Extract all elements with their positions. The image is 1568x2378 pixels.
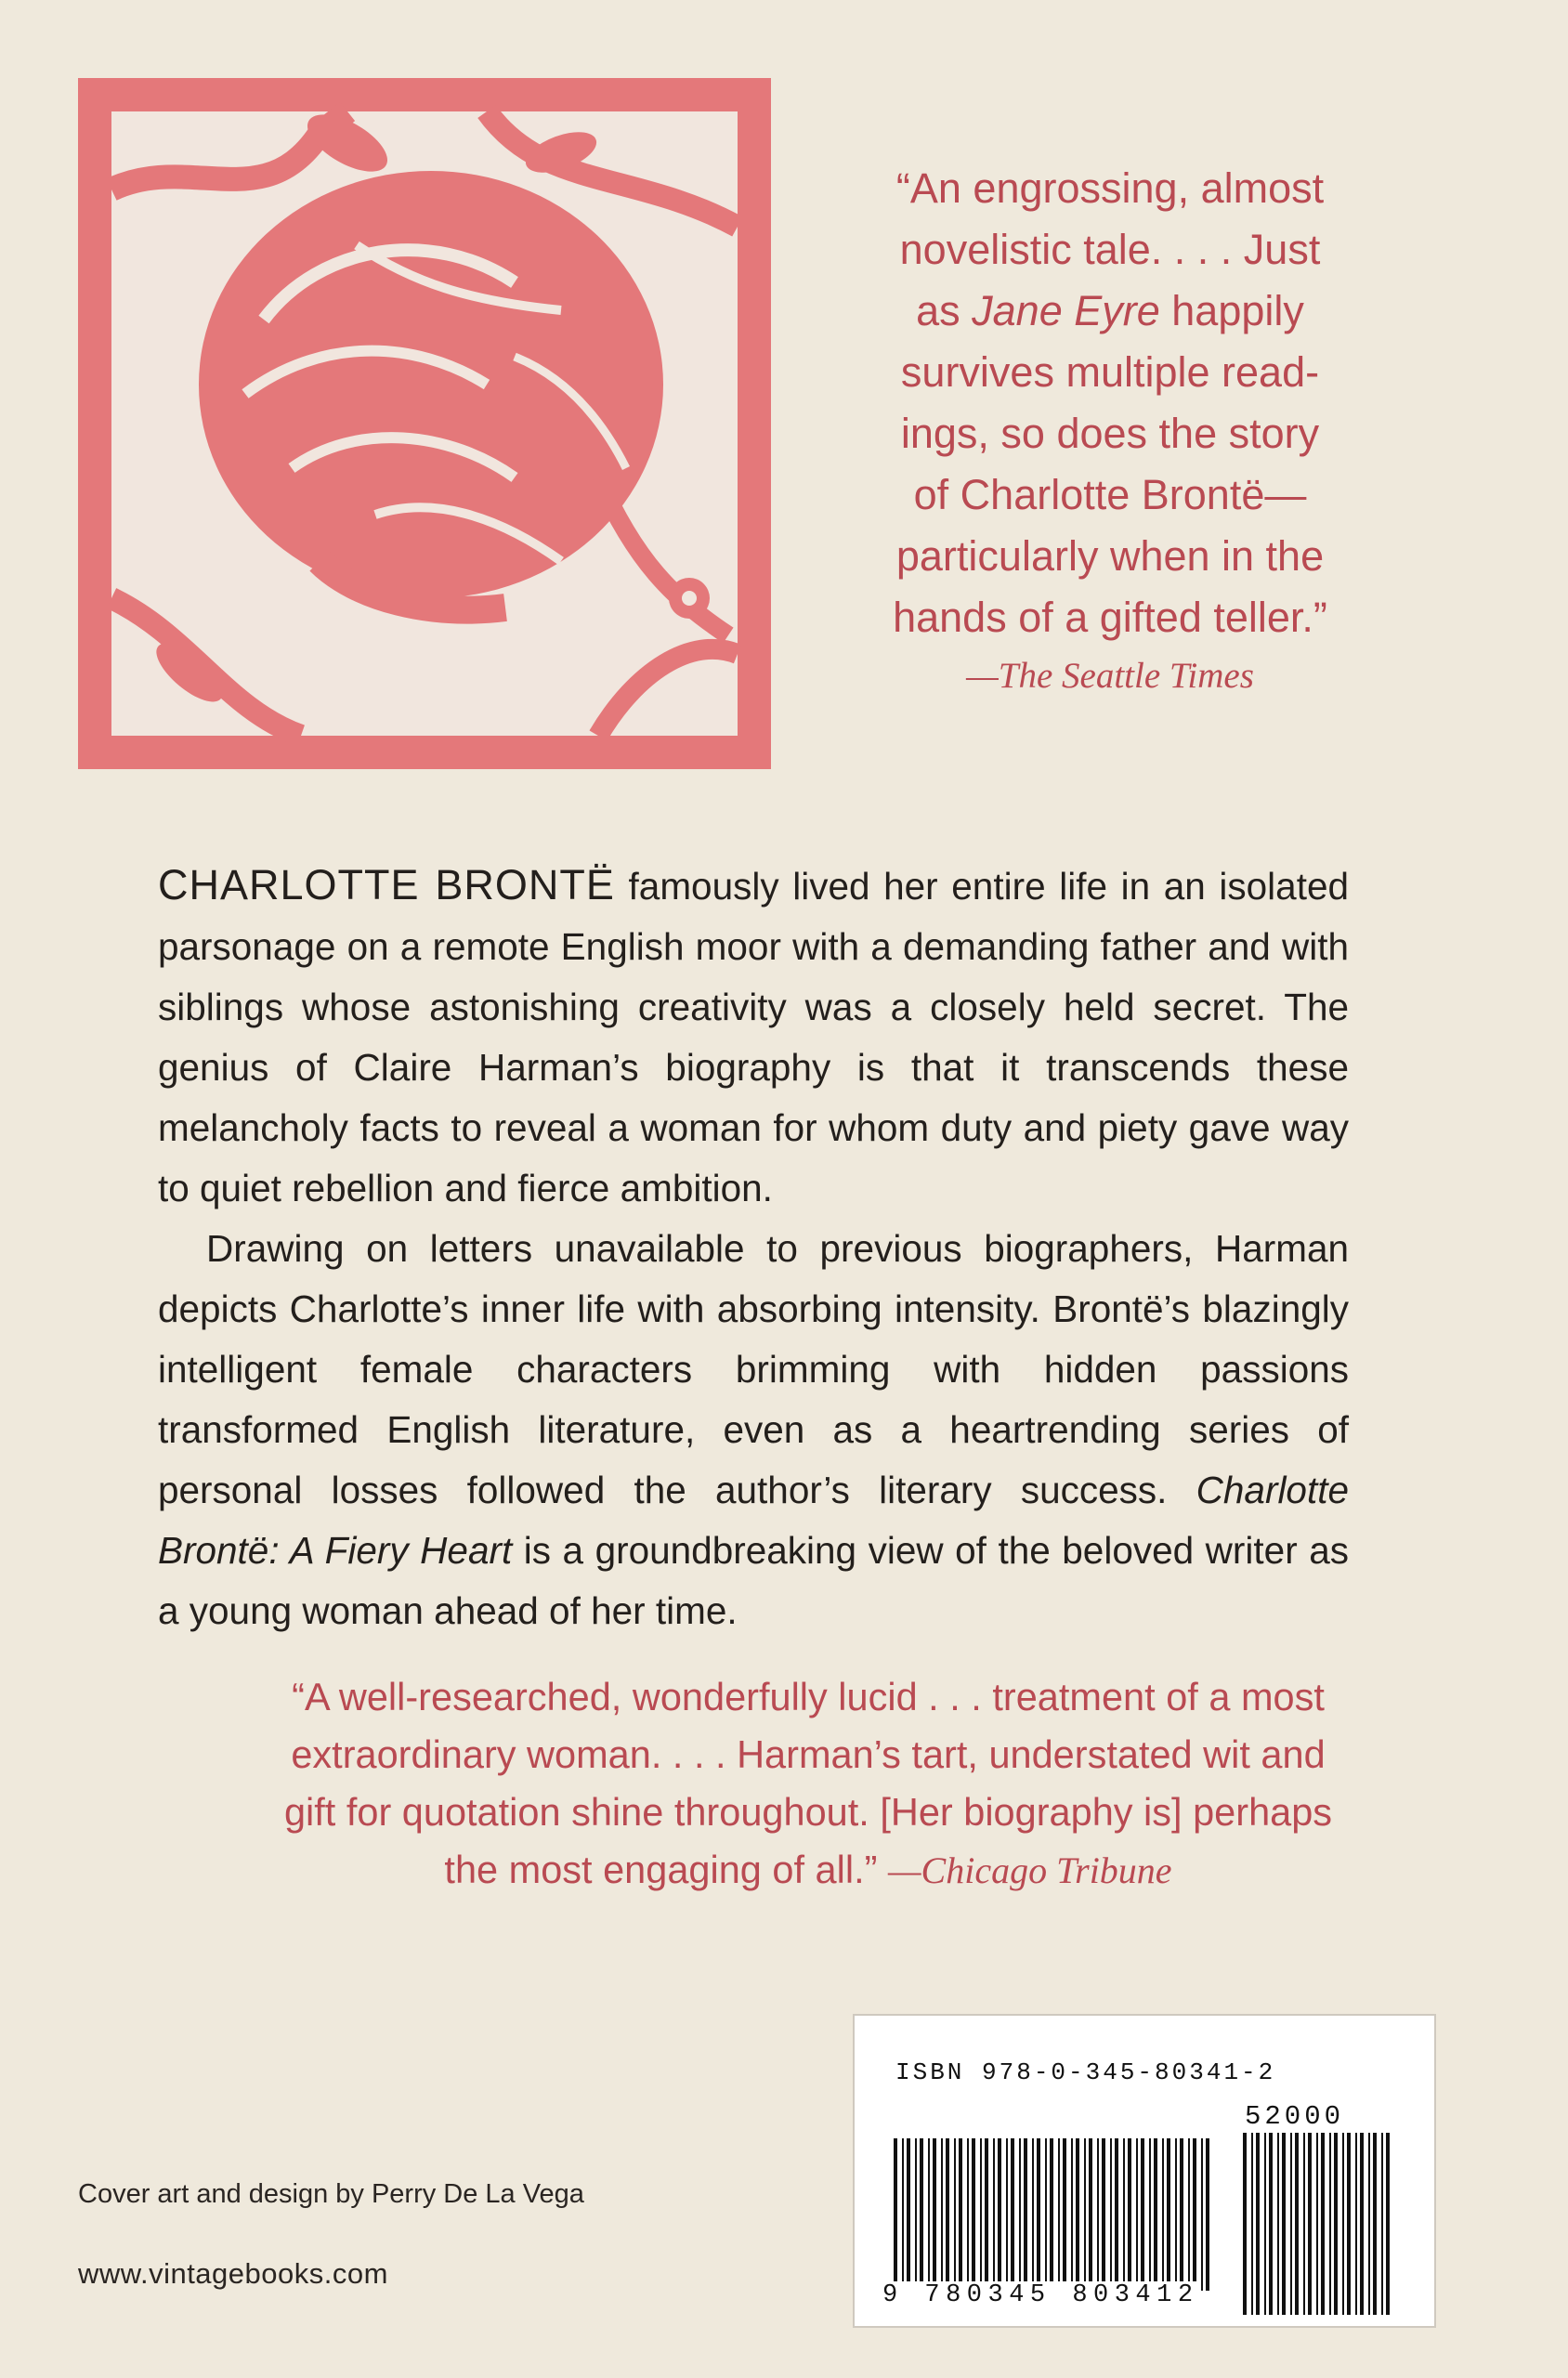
barcode-bar bbox=[1011, 2138, 1014, 2291]
author-name-lead: CHARLOTTE BRONTË bbox=[158, 861, 615, 908]
barcode-bar bbox=[1128, 2138, 1131, 2291]
price-barcode-bars bbox=[1241, 2133, 1397, 2315]
barcode-bar bbox=[1290, 2133, 1292, 2315]
barcode-bar bbox=[998, 2138, 1001, 2291]
review-quote-seattle-times bbox=[822, 158, 1398, 702]
barcode-bar bbox=[946, 2138, 949, 2291]
barcode-bar bbox=[1329, 2133, 1331, 2315]
barcode-bar bbox=[1076, 2138, 1079, 2291]
barcode-bar bbox=[1084, 2138, 1086, 2291]
barcode-bar bbox=[1019, 2138, 1021, 2291]
barcode-bar bbox=[941, 2138, 943, 2291]
quote-line: particularly when in the bbox=[895, 532, 1325, 580]
ean-barcode-bars bbox=[892, 2138, 1217, 2291]
price-code: 52000 bbox=[1245, 2101, 1345, 2132]
quote-attribution: —Chicago Tribune bbox=[887, 1849, 1172, 1891]
barcode-bar bbox=[1360, 2133, 1364, 2315]
barcode-bar bbox=[933, 2138, 936, 2291]
ean-barcode bbox=[892, 2138, 1217, 2291]
quote-line: “An engrossing, almost bbox=[895, 164, 1325, 212]
barcode-bar bbox=[1063, 2138, 1066, 2291]
quote-line: of Charlotte Brontë— bbox=[913, 471, 1307, 518]
quote-line: ings, so does the story bbox=[900, 410, 1320, 457]
quote-line: survives multiple read- bbox=[900, 348, 1320, 396]
barcode-bar bbox=[972, 2138, 975, 2291]
barcode-bar bbox=[1308, 2133, 1312, 2315]
woodcut-rose-illustration bbox=[78, 78, 771, 769]
barcode-bar bbox=[1373, 2133, 1377, 2315]
paragraph-1-text: famously lived her entire life in an isolated parsonage on a remote English moor with a demanding father and with siblings whose astonishing creativity was a closely held secret. The genius of Claire Harman’s biography is that it transcends these melancholy facts to reveal a woman for whom duty and piety gave way to quiet rebellion and fierce ambition. bbox=[158, 865, 1349, 1209]
publisher-website: www.vintagebooks.com bbox=[78, 2257, 388, 2290]
barcode-bar bbox=[894, 2138, 897, 2291]
barcode-bar bbox=[1251, 2133, 1253, 2315]
barcode-bar bbox=[1162, 2138, 1164, 2291]
barcode-bar bbox=[1097, 2138, 1099, 2291]
description-paragraph-2 bbox=[158, 1219, 1349, 1641]
quote-line: “A well-researched, wonderfully lucid . . . treatment of a most bbox=[292, 1675, 1325, 1718]
barcode-bar bbox=[1201, 2138, 1203, 2291]
barcode-bar bbox=[1154, 2138, 1157, 2291]
barcode-bar bbox=[1334, 2133, 1338, 2315]
barcode-bar bbox=[902, 2138, 904, 2291]
barcode-bar bbox=[1342, 2133, 1344, 2315]
quote-line: as Jane Eyre happily bbox=[916, 287, 1304, 334]
barcode-bar bbox=[1180, 2138, 1183, 2291]
barcode-bar bbox=[1058, 2138, 1060, 2291]
barcode-bar bbox=[1256, 2133, 1260, 2315]
barcode-bar bbox=[920, 2138, 923, 2291]
quote-line: extraordinary woman. . . . Harman’s tart, understated wit and bbox=[291, 1732, 1326, 1776]
barcode-bar bbox=[1188, 2138, 1190, 2291]
review-quote-chicago-tribune bbox=[279, 1668, 1338, 1900]
barcode-bar bbox=[980, 2138, 982, 2291]
barcode-bar bbox=[1355, 2133, 1357, 2315]
barcode-bar bbox=[1277, 2133, 1279, 2315]
paragraph-2-start: Drawing on letters unavailable to previous biographers, Harman depicts Charlotte’s inner life with absorbing intensity. Brontë’s blazingly intelligent female characters brimming with hidden passions transformed English literature, even as a heartrending series of personal losses followed the author’s literary success. bbox=[158, 1227, 1349, 1511]
barcode-bar bbox=[1071, 2138, 1073, 2291]
barcode-bar bbox=[1167, 2138, 1170, 2291]
barcode-bar bbox=[1381, 2133, 1383, 2315]
barcode-bar bbox=[954, 2138, 956, 2291]
barcode-bar bbox=[1386, 2133, 1390, 2315]
book-title-italic: Jane Eyre bbox=[972, 287, 1160, 334]
barcode-bar bbox=[1303, 2133, 1305, 2315]
woodcut-svg bbox=[78, 78, 771, 769]
price-barcode bbox=[1241, 2133, 1397, 2315]
quote-line: novelistic tale. . . . Just bbox=[899, 226, 1321, 273]
barcode-bar bbox=[915, 2138, 917, 2291]
barcode-bar bbox=[1006, 2138, 1008, 2291]
quote-line: gift for quotation shine throughout. [Her biography is] perhaps bbox=[283, 1790, 1333, 1834]
barcode-bar bbox=[1264, 2133, 1266, 2315]
description-paragraph-1 bbox=[158, 855, 1349, 1219]
book-title: Charlotte Brontë: A Fiery Heart bbox=[158, 1469, 1349, 1572]
barcode-bar bbox=[907, 2138, 910, 2291]
barcode-bar bbox=[1032, 2138, 1034, 2291]
barcode-bar bbox=[1175, 2138, 1177, 2291]
barcode-bar bbox=[1045, 2138, 1047, 2291]
barcode-bar bbox=[928, 2138, 930, 2291]
barcode-bar bbox=[1347, 2133, 1351, 2315]
barcode-bar bbox=[1316, 2133, 1318, 2315]
barcode-bar bbox=[1050, 2138, 1053, 2291]
quote-line bbox=[279, 1841, 1338, 1900]
barcode-bar bbox=[1110, 2138, 1112, 2291]
barcode-bar bbox=[1136, 2138, 1138, 2291]
isbn-text: ISBN 978-0-345-80341-2 bbox=[895, 2058, 1276, 2086]
barcode-bar bbox=[1089, 2138, 1092, 2291]
barcode-bar bbox=[1269, 2133, 1273, 2315]
barcode-bar bbox=[967, 2138, 969, 2291]
cover-credit: Cover art and design by Perry De La Vega bbox=[78, 2179, 584, 2209]
book-description bbox=[158, 855, 1349, 1641]
barcode-bar bbox=[1243, 2133, 1247, 2315]
barcode-bar bbox=[1037, 2138, 1040, 2291]
barcode-bar bbox=[1282, 2133, 1286, 2315]
barcode-bar bbox=[993, 2138, 995, 2291]
quote-line: hands of a gifted teller.” bbox=[893, 594, 1327, 641]
barcode-bar bbox=[1141, 2138, 1144, 2291]
ean-digits: 9 780345 803412 bbox=[882, 2281, 1199, 2309]
barcode-bar bbox=[1321, 2133, 1325, 2315]
barcode-bar bbox=[985, 2138, 988, 2291]
barcode-bar bbox=[1115, 2138, 1118, 2291]
paragraph-2-end: is a groundbreaking view of the beloved writer as a young woman ahead of her time. bbox=[158, 1529, 1349, 1632]
barcode-bar bbox=[1193, 2138, 1196, 2291]
barcode-bar bbox=[1123, 2138, 1125, 2291]
barcode-bar bbox=[959, 2138, 962, 2291]
barcode-bar bbox=[1295, 2133, 1299, 2315]
barcode-bar bbox=[1024, 2138, 1027, 2291]
barcode-bar bbox=[1206, 2138, 1209, 2291]
barcode-bar bbox=[1368, 2133, 1370, 2315]
quote-last-line: the most engaging of all.” bbox=[444, 1848, 888, 1891]
barcode-bar bbox=[1102, 2138, 1105, 2291]
quote-attribution: —The Seattle Times bbox=[966, 656, 1254, 696]
barcode-bar bbox=[1149, 2138, 1151, 2291]
